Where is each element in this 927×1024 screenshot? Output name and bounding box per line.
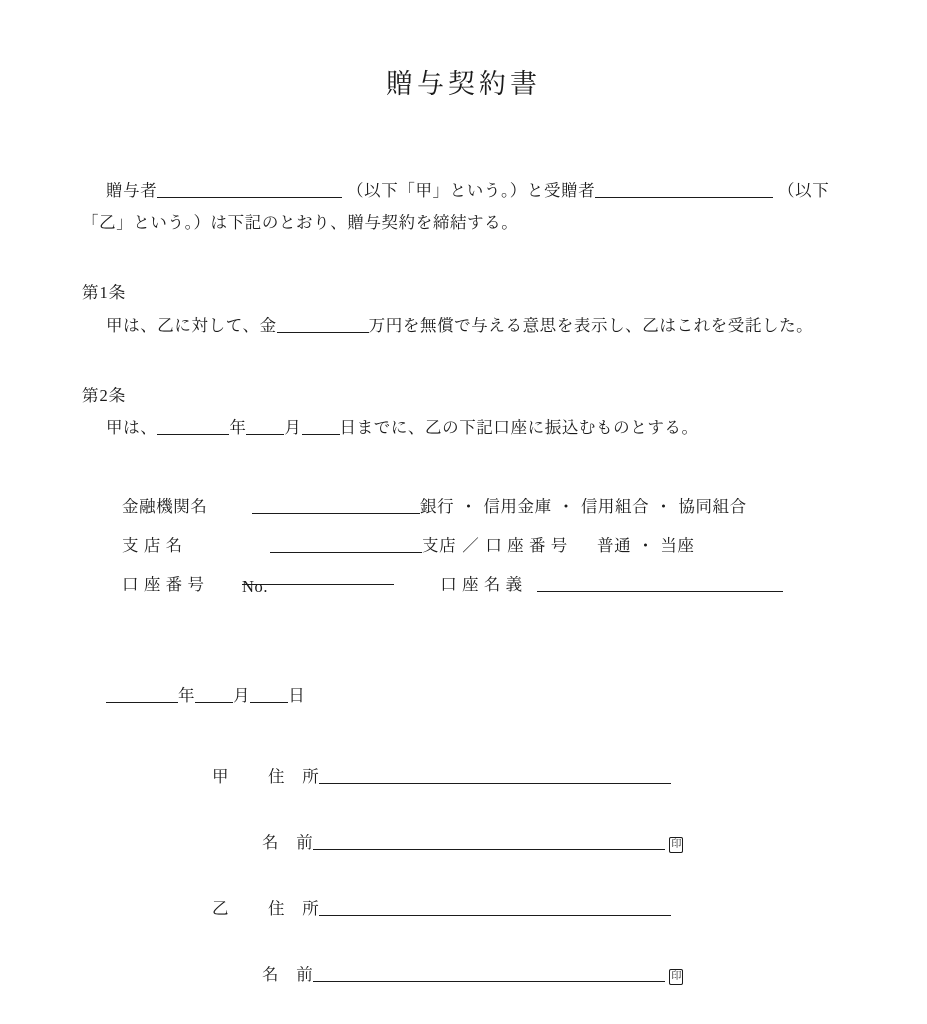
slash-separator: ／ [462, 535, 480, 555]
donee-name-blank[interactable] [595, 181, 773, 199]
signature-party-b-address-row [82, 893, 845, 925]
intro-tail-label: （以下 [778, 181, 830, 200]
bank-account-number-row [122, 566, 845, 605]
clause-2-day-label: 日までに、乙の下記口座に振込むものとする。 [339, 417, 699, 437]
donor-name-blank[interactable] [157, 181, 342, 199]
clause-1-body [82, 310, 845, 342]
party-b-address-blank[interactable] [319, 898, 671, 916]
account-name-blank[interactable] [537, 574, 783, 592]
clause-1-text-before: 甲は、乙に対して、金 [106, 315, 277, 335]
bank-branch-blank[interactable] [270, 535, 422, 553]
gift-amount-blank[interactable] [277, 315, 369, 333]
document-body [0, 175, 927, 991]
signing-day-blank[interactable] [250, 686, 288, 704]
signing-year-label: 年 [178, 686, 196, 706]
intro-mid-label: （以下「甲」という。）と受贈者 [347, 181, 596, 200]
signing-month-blank[interactable] [195, 686, 233, 704]
separator-dot-2: ・ [557, 497, 575, 517]
party-b-name-blank[interactable] [313, 965, 665, 983]
party-a-name-blank[interactable] [313, 832, 665, 850]
clause-2-month-label: 月 [284, 417, 302, 437]
party-b-address-label: 住 所 [268, 898, 320, 918]
signature-party-a-address-row [82, 761, 845, 793]
account-number-label: 口 座 番 号 [122, 574, 205, 594]
bank-branch-row [122, 527, 845, 566]
clause-2-year-label: 年 [229, 417, 247, 437]
bank-branch-suffix: 支店 [422, 535, 457, 555]
bank-option-3[interactable]: 協同組合 [678, 497, 747, 517]
bank-branch-label: 支 店 名 [122, 535, 183, 555]
party-b-label: 乙 [212, 898, 230, 918]
intro-paragraph-line1 [82, 175, 845, 207]
signature-party-a-name-row [82, 827, 845, 859]
clause-2-body [82, 412, 845, 444]
spacer-1 [568, 536, 597, 555]
signing-day-label: 日 [288, 686, 306, 706]
party-a-address-label: 住 所 [268, 766, 320, 786]
account-type-1[interactable]: 当座 [660, 535, 695, 555]
clause-1-heading: 第1条 [82, 283, 127, 303]
clause-1-text-after: 万円を無償で与える意思を表示し、乙はこれを受託した。 [368, 315, 814, 335]
separator-dot-1: ・ [460, 497, 478, 517]
transfer-day-blank[interactable] [302, 417, 340, 435]
bank-option-1[interactable]: 信用金庫 [483, 497, 552, 517]
signing-month-label: 月 [233, 686, 251, 706]
clause-2-heading: 第2条 [82, 385, 127, 405]
bank-institution-blank[interactable] [252, 497, 420, 515]
separator-dot-3: ・ [655, 497, 673, 517]
party-b-name-label: 名 前 [262, 965, 314, 985]
clause-2-text-before: 甲は、 [106, 417, 158, 437]
bank-account-block [82, 488, 845, 604]
signature-party-b-name-row [82, 959, 845, 991]
bank-option-2[interactable]: 信用組合 [580, 497, 650, 517]
bank-option-0[interactable]: 銀行 [420, 497, 455, 517]
page-title: 贈与契約書 [386, 69, 541, 99]
transfer-month-blank[interactable] [246, 417, 284, 435]
account-number-prefix: No. [242, 576, 269, 596]
party-a-address-blank[interactable] [319, 766, 671, 784]
seal-icon-b: 印 [669, 969, 683, 985]
account-name-label: 口 座 名 義 [440, 574, 523, 594]
bank-institution-label: 金融機関名 [122, 497, 208, 517]
signing-date-line [82, 680, 845, 712]
account-type-label: 口 座 番 号 [485, 535, 568, 555]
account-type-0[interactable]: 普通 [597, 535, 632, 555]
intro-lead-label: 贈与者 [106, 181, 158, 200]
party-a-name-label: 名 前 [262, 832, 314, 852]
signing-year-blank[interactable] [106, 686, 178, 704]
transfer-year-blank[interactable] [157, 417, 229, 435]
intro-paragraph-line2: 「乙」という。）は下記のとおり、贈与契約を締結する。 [82, 213, 519, 233]
seal-icon-a: 印 [669, 837, 683, 853]
signature-block [82, 761, 845, 992]
spacer-2 [394, 575, 440, 594]
bank-institution-row [122, 488, 845, 527]
account-number-blank[interactable] [242, 568, 394, 596]
separator-dot-4: ・ [637, 535, 655, 555]
party-a-label: 甲 [212, 766, 230, 786]
